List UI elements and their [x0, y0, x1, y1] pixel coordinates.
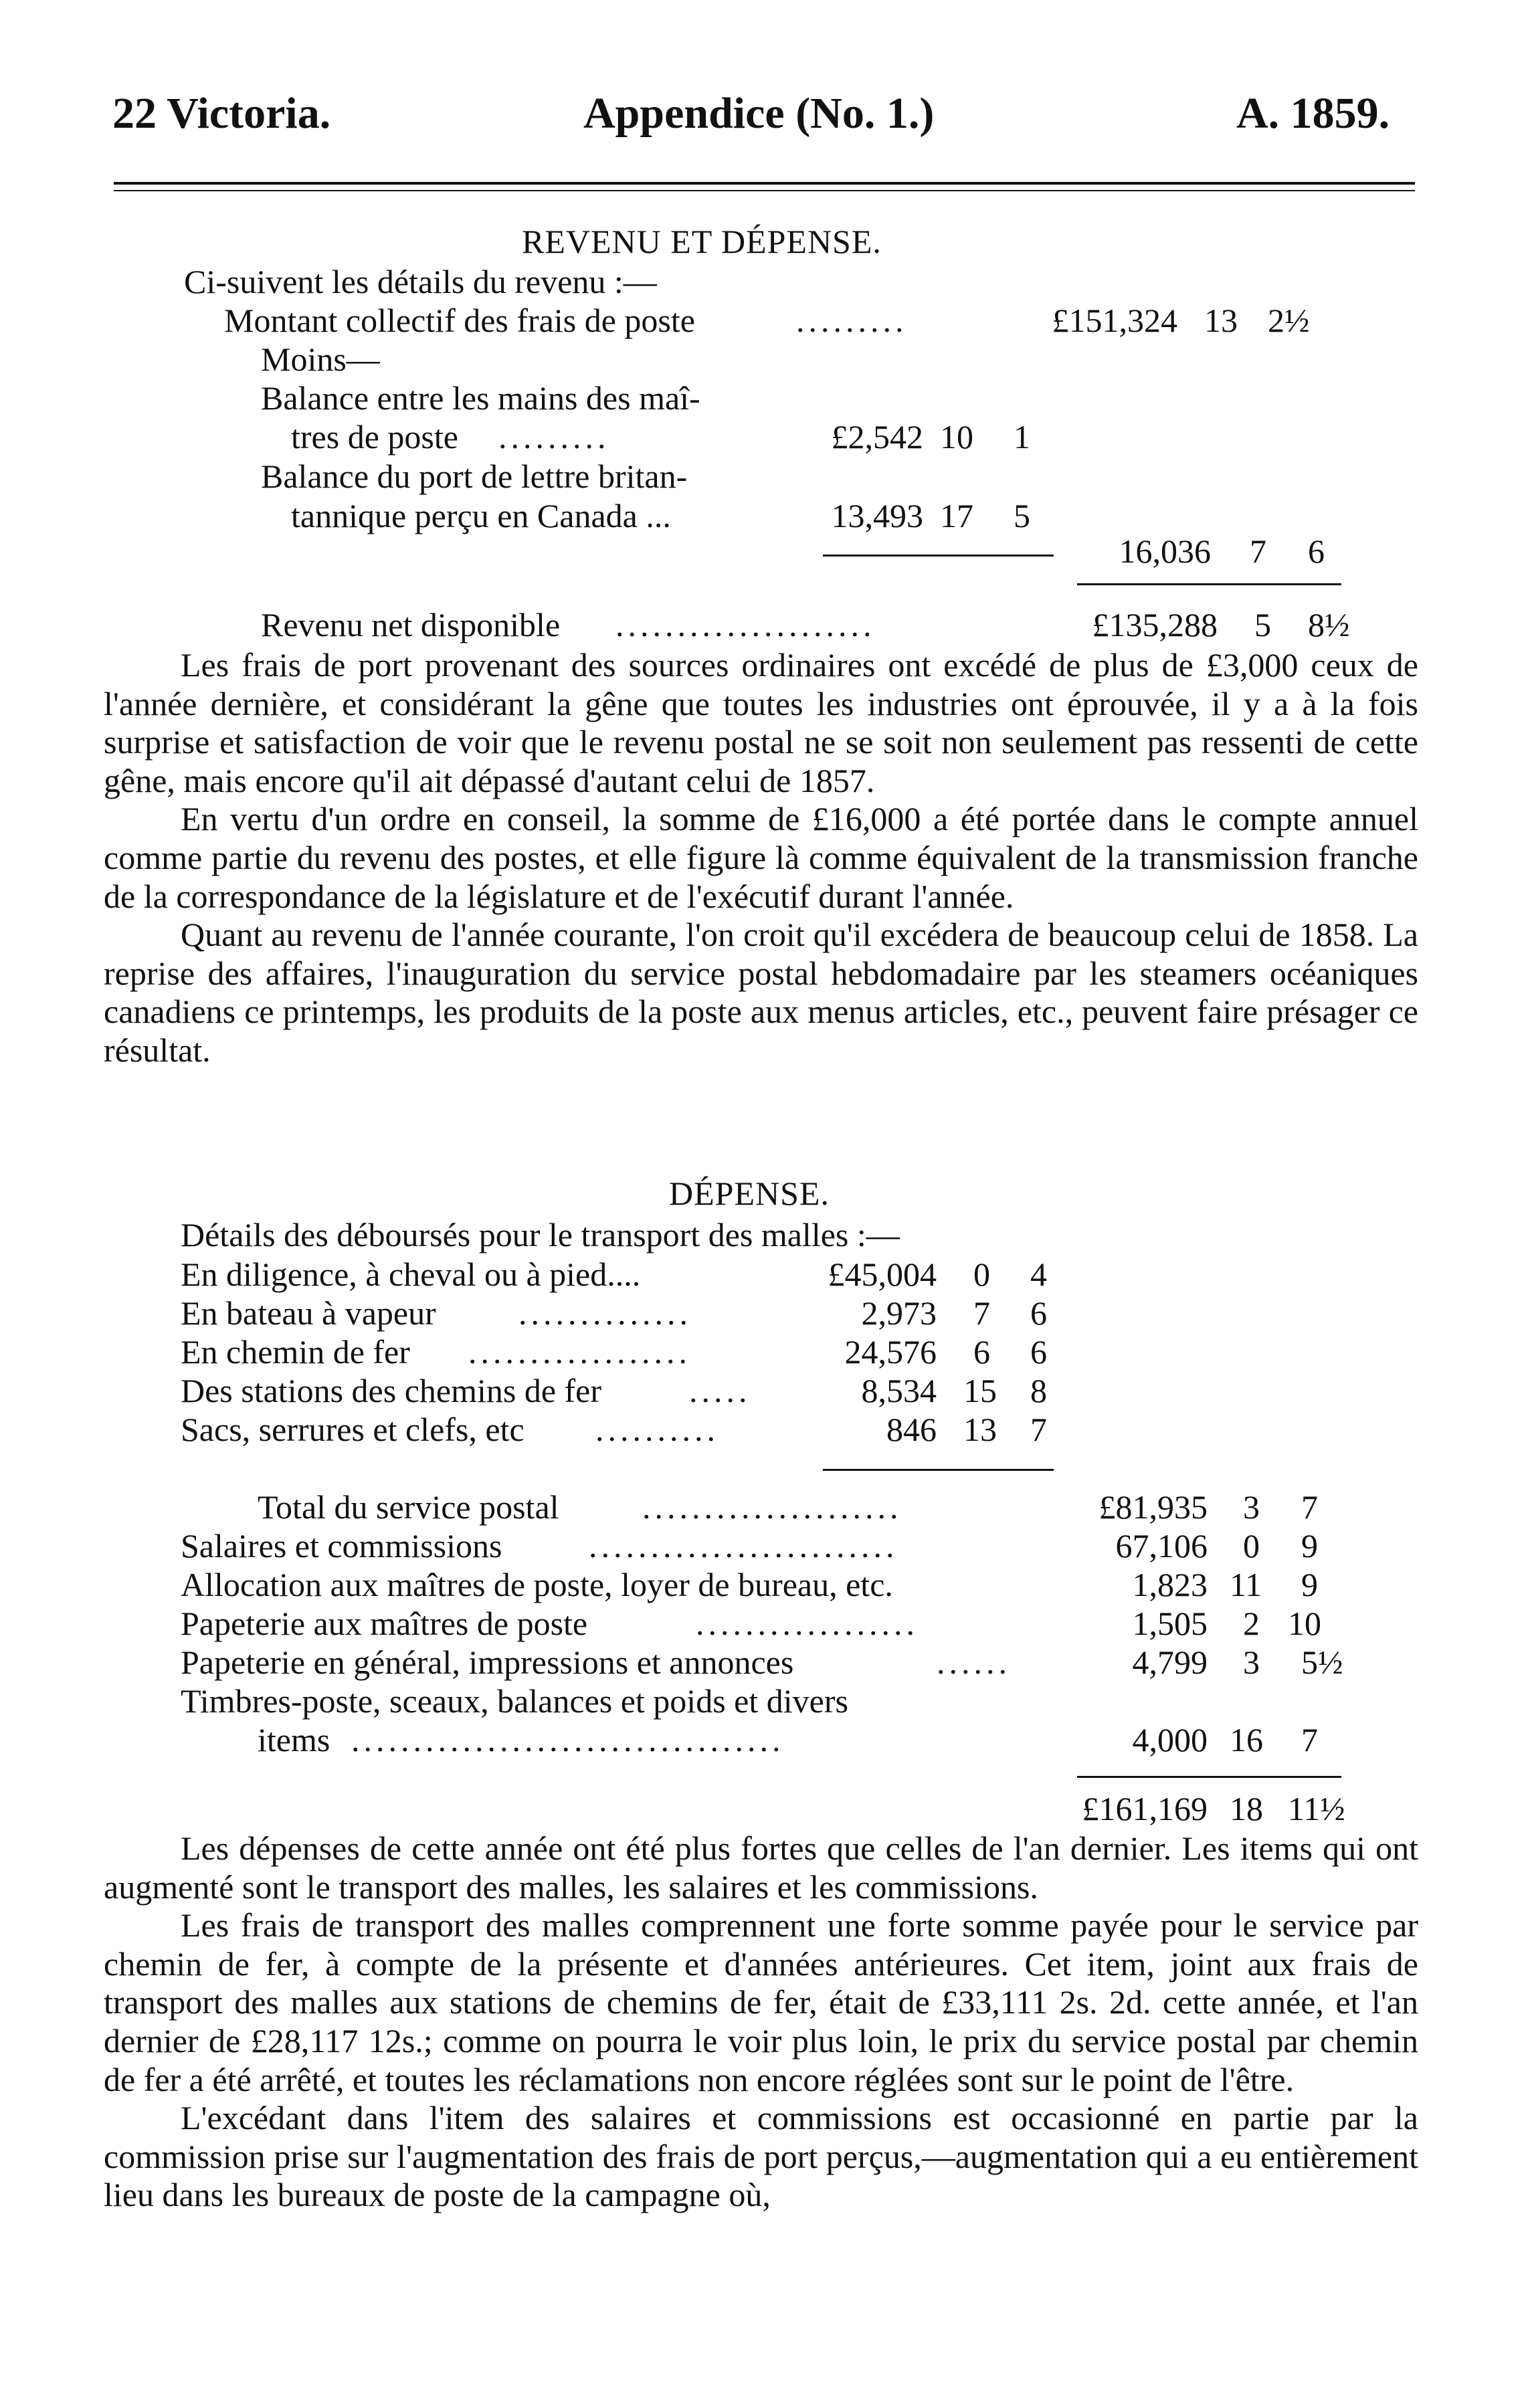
deduction1-line1: Balance entre les mains des maî-	[261, 379, 700, 417]
deduction1-pounds: £2,542	[831, 418, 923, 456]
misc-line1: Timbres-poste, sceaux, balances et poids et divers	[181, 1682, 848, 1720]
header-left: 22 Victoria.	[112, 89, 331, 138]
leader-dots: ..................	[468, 1333, 691, 1371]
header-rule-bottom	[114, 190, 1415, 191]
expense-total-shillings: 2	[1243, 1605, 1260, 1642]
expense-intro: Détails des déboursés pour le transport des malles :—	[181, 1216, 900, 1253]
revenue-gross-shillings: 13	[1204, 302, 1238, 339]
revenue-paragraph: En vertu d'un ordre en conseil, la somme de £16,000 a été portée dans le compte annuel comme partie du revenu des postes, et elle figure là comme équivalent de la transmission franche de la correspondance de la législature et de l'exécutif durant l'année.	[104, 800, 1418, 915]
expense-total-pence: 9	[1301, 1527, 1318, 1565]
transport-label: En diligence, à cheval ou à pied....	[181, 1256, 641, 1293]
revenue-gross-label: Montant collectif des frais de poste	[224, 302, 695, 339]
expense-total-row	[0, 1604, 1528, 1643]
expense-total-label: Papeterie en général, impressions et annonces	[181, 1643, 794, 1681]
leader-dots: .....................	[642, 1488, 902, 1526]
leader-dots: ..............	[518, 1294, 692, 1332]
expense-title: DÉPENSE.	[669, 1175, 830, 1212]
transport-row	[0, 1255, 1528, 1294]
revenue-net-label: Revenu net disponible	[261, 606, 561, 643]
transport-label: Sacs, serrures et clefs, etc	[181, 1411, 524, 1448]
revenue-net-shillings: 5	[1254, 606, 1271, 643]
grand-total-pounds: £161,169	[1082, 1790, 1208, 1827]
revenue-gross-row	[0, 301, 1528, 340]
transport-shillings: 0	[973, 1256, 990, 1293]
transport-pence: 4	[1030, 1256, 1047, 1293]
expense-total-pence: 7	[1301, 1488, 1318, 1526]
transport-label: En bateau à vapeur	[181, 1294, 436, 1332]
deduction2-row	[0, 496, 1528, 535]
transport-shillings: 7	[973, 1294, 990, 1332]
leader-dots: ......	[937, 1643, 1011, 1681]
revenue-commentary	[104, 646, 1418, 1070]
transport-row	[0, 1410, 1528, 1449]
expense-total-pounds: £81,935	[1099, 1488, 1208, 1526]
net-sum-rule	[1077, 583, 1341, 585]
leader-dots: .....................	[615, 606, 876, 643]
revenue-paragraph: Les frais de port provenant des sources ordinaires ont excédé de plus de £3,000 ceux de l'année dernière, et considérant la gêne que toutes les industries ont éprouvée, il y a à la fois surprise et satisfaction de voir que le revenu postal ne se soit non seulement pas ressenti de cette gêne, mais encore qu'il ait dépassé d'autant celui de 1857.	[104, 646, 1418, 799]
expense-total-pounds: 4,799	[1132, 1643, 1208, 1681]
expense-paragraph: Les frais de transport des malles comprennent une forte somme payée pour le service par chemin de fer, à compte de la présente et d'années antérieures. Cet item, joint aux frais de transport des malles aux stations de chemins de fer, était de £33,111 2s. 2d. cette année, et l'an dernier de £28,117 12s.; comme on pourra le voir plus loin, le prix du service postal par chemin de fer a été arrêté, et toutes les réclamations non encore réglées sont sur le point de l'être.	[104, 1906, 1418, 2098]
transport-shillings: 15	[963, 1372, 997, 1409]
transport-pence: 6	[1030, 1333, 1047, 1371]
grand-sum-rule	[1077, 1776, 1341, 1778]
revenue-net-pounds: £135,288	[1092, 606, 1218, 643]
expense-total-shillings: 0	[1243, 1527, 1260, 1565]
revenue-gross-pence: 2½	[1268, 302, 1310, 339]
header-center: Appendice (No. 1.)	[583, 89, 935, 138]
deduction-total-pounds: 16,036	[1119, 532, 1211, 570]
transport-shillings: 13	[963, 1411, 997, 1448]
transport-pounds: 24,576	[844, 1333, 937, 1371]
expense-total-row	[0, 1565, 1528, 1604]
expense-total-shillings: 3	[1243, 1488, 1260, 1526]
deduction2-shillings: 17	[940, 497, 973, 534]
deduction1-pence: 1	[1014, 418, 1030, 456]
header-right: A. 1859.	[1236, 89, 1390, 138]
deduction-total-pence: 6	[1308, 532, 1325, 570]
leader-dots: .....	[689, 1372, 751, 1409]
leader-dots: .........................	[589, 1527, 898, 1565]
expense-paragraph: L'excédant dans l'item des salaires et commissions est occasionné en partie par la commission prise sur l'augmentation des frais de port perçus,—augmentation qui a eu entièrement lieu dans les bureaux de poste de la campagne où,	[104, 2099, 1418, 2214]
leader-dots: ..................	[696, 1605, 919, 1642]
expense-total-pounds: 1,505	[1132, 1605, 1208, 1642]
deduction1-shillings: 10	[940, 418, 973, 456]
transport-sum-rule	[823, 1469, 1054, 1471]
grand-total-shillings: 18	[1230, 1790, 1263, 1827]
leader-dots: .........	[796, 302, 908, 339]
misc-shillings: 16	[1230, 1721, 1263, 1759]
transport-pence: 6	[1030, 1294, 1047, 1332]
expense-total-row	[0, 1643, 1528, 1682]
expense-total-shillings: 3	[1243, 1643, 1260, 1681]
expense-total-row	[0, 1488, 1528, 1526]
grand-total-pence: 11½	[1288, 1790, 1345, 1827]
transport-row	[0, 1332, 1528, 1371]
misc-pounds: 4,000	[1132, 1721, 1208, 1759]
revenue-paragraph: Quant au revenu de l'année courante, l'on croit qu'il excédera de beaucoup celui de 1858. La reprise des affaires, l'inauguration du service postal hebdomadaire par les steamers océaniques canadiens ce printemps, les produits de la poste aux menus articles, etc., peuvent faire présager ce résultat.	[104, 916, 1418, 1069]
deduction2-line2: tannique perçu en Canada ...	[291, 497, 671, 534]
transport-pounds: 2,973	[861, 1294, 937, 1332]
transport-pence: 7	[1030, 1411, 1047, 1448]
leader-dots: ...................................	[351, 1721, 785, 1759]
expense-total-pence: 5½	[1301, 1643, 1343, 1681]
transport-pounds: 846	[886, 1411, 937, 1448]
deduction2-pence: 5	[1014, 497, 1030, 534]
transport-row	[0, 1371, 1528, 1410]
expense-total-row	[0, 1526, 1528, 1565]
misc-pence: 7	[1301, 1721, 1318, 1759]
revenue-less: Moins—	[261, 340, 380, 378]
leader-dots: ..........	[595, 1411, 719, 1448]
expense-paragraph: Les dépenses de cette année ont été plus fortes que celles de l'an dernier. Les items qui ont augmenté sont le transport des malles, les salaires et les commissions.	[104, 1829, 1418, 1906]
deduction2-line1: Balance du port de lettre britan-	[261, 458, 688, 495]
revenue-net-pence: 8½	[1308, 606, 1350, 643]
expense-commentary	[104, 1829, 1418, 2215]
header-rule-top	[114, 182, 1415, 185]
transport-pence: 8	[1030, 1372, 1047, 1409]
expense-total-pence: 9	[1301, 1566, 1318, 1603]
leader-dots: .........	[498, 418, 610, 456]
revenue-net-row	[0, 605, 1528, 644]
misc-line2: items	[258, 1721, 330, 1759]
revenue-intro: Ci-suivent les détails du revenu :—	[184, 263, 657, 300]
transport-shillings: 6	[973, 1333, 990, 1371]
transport-pounds: 8,534	[861, 1372, 937, 1409]
deduction2-pounds: 13,493	[831, 497, 923, 534]
misc-row	[0, 1720, 1528, 1759]
deduction-total-shillings: 7	[1250, 532, 1266, 570]
transport-label: En chemin de fer	[181, 1333, 410, 1371]
transport-row	[0, 1294, 1528, 1332]
revenue-gross-pounds: £151,324	[1052, 302, 1177, 339]
expense-total-shillings: 11	[1230, 1566, 1262, 1603]
expense-total-label: Salaires et commissions	[181, 1527, 502, 1565]
transport-pounds: £45,004	[828, 1256, 937, 1293]
expense-total-pounds: 67,106	[1115, 1527, 1208, 1565]
transport-label: Des stations des chemins de fer	[181, 1372, 602, 1409]
expense-total-label: Allocation aux maîtres de poste, loyer de bureau, etc.	[181, 1566, 893, 1603]
revenue-title: REVENU ET DÉPENSE.	[522, 223, 882, 260]
grand-total-row	[0, 1789, 1528, 1828]
deduction1-line2: tres de poste	[291, 418, 458, 456]
deduction1-row	[0, 417, 1528, 456]
deduction-total-row	[0, 532, 1528, 571]
expense-total-pounds: 1,823	[1132, 1566, 1208, 1603]
expense-total-label: Total du service postal	[258, 1488, 559, 1526]
expense-total-pence: 10	[1288, 1605, 1321, 1642]
expense-total-label: Papeterie aux maîtres de poste	[181, 1605, 588, 1642]
